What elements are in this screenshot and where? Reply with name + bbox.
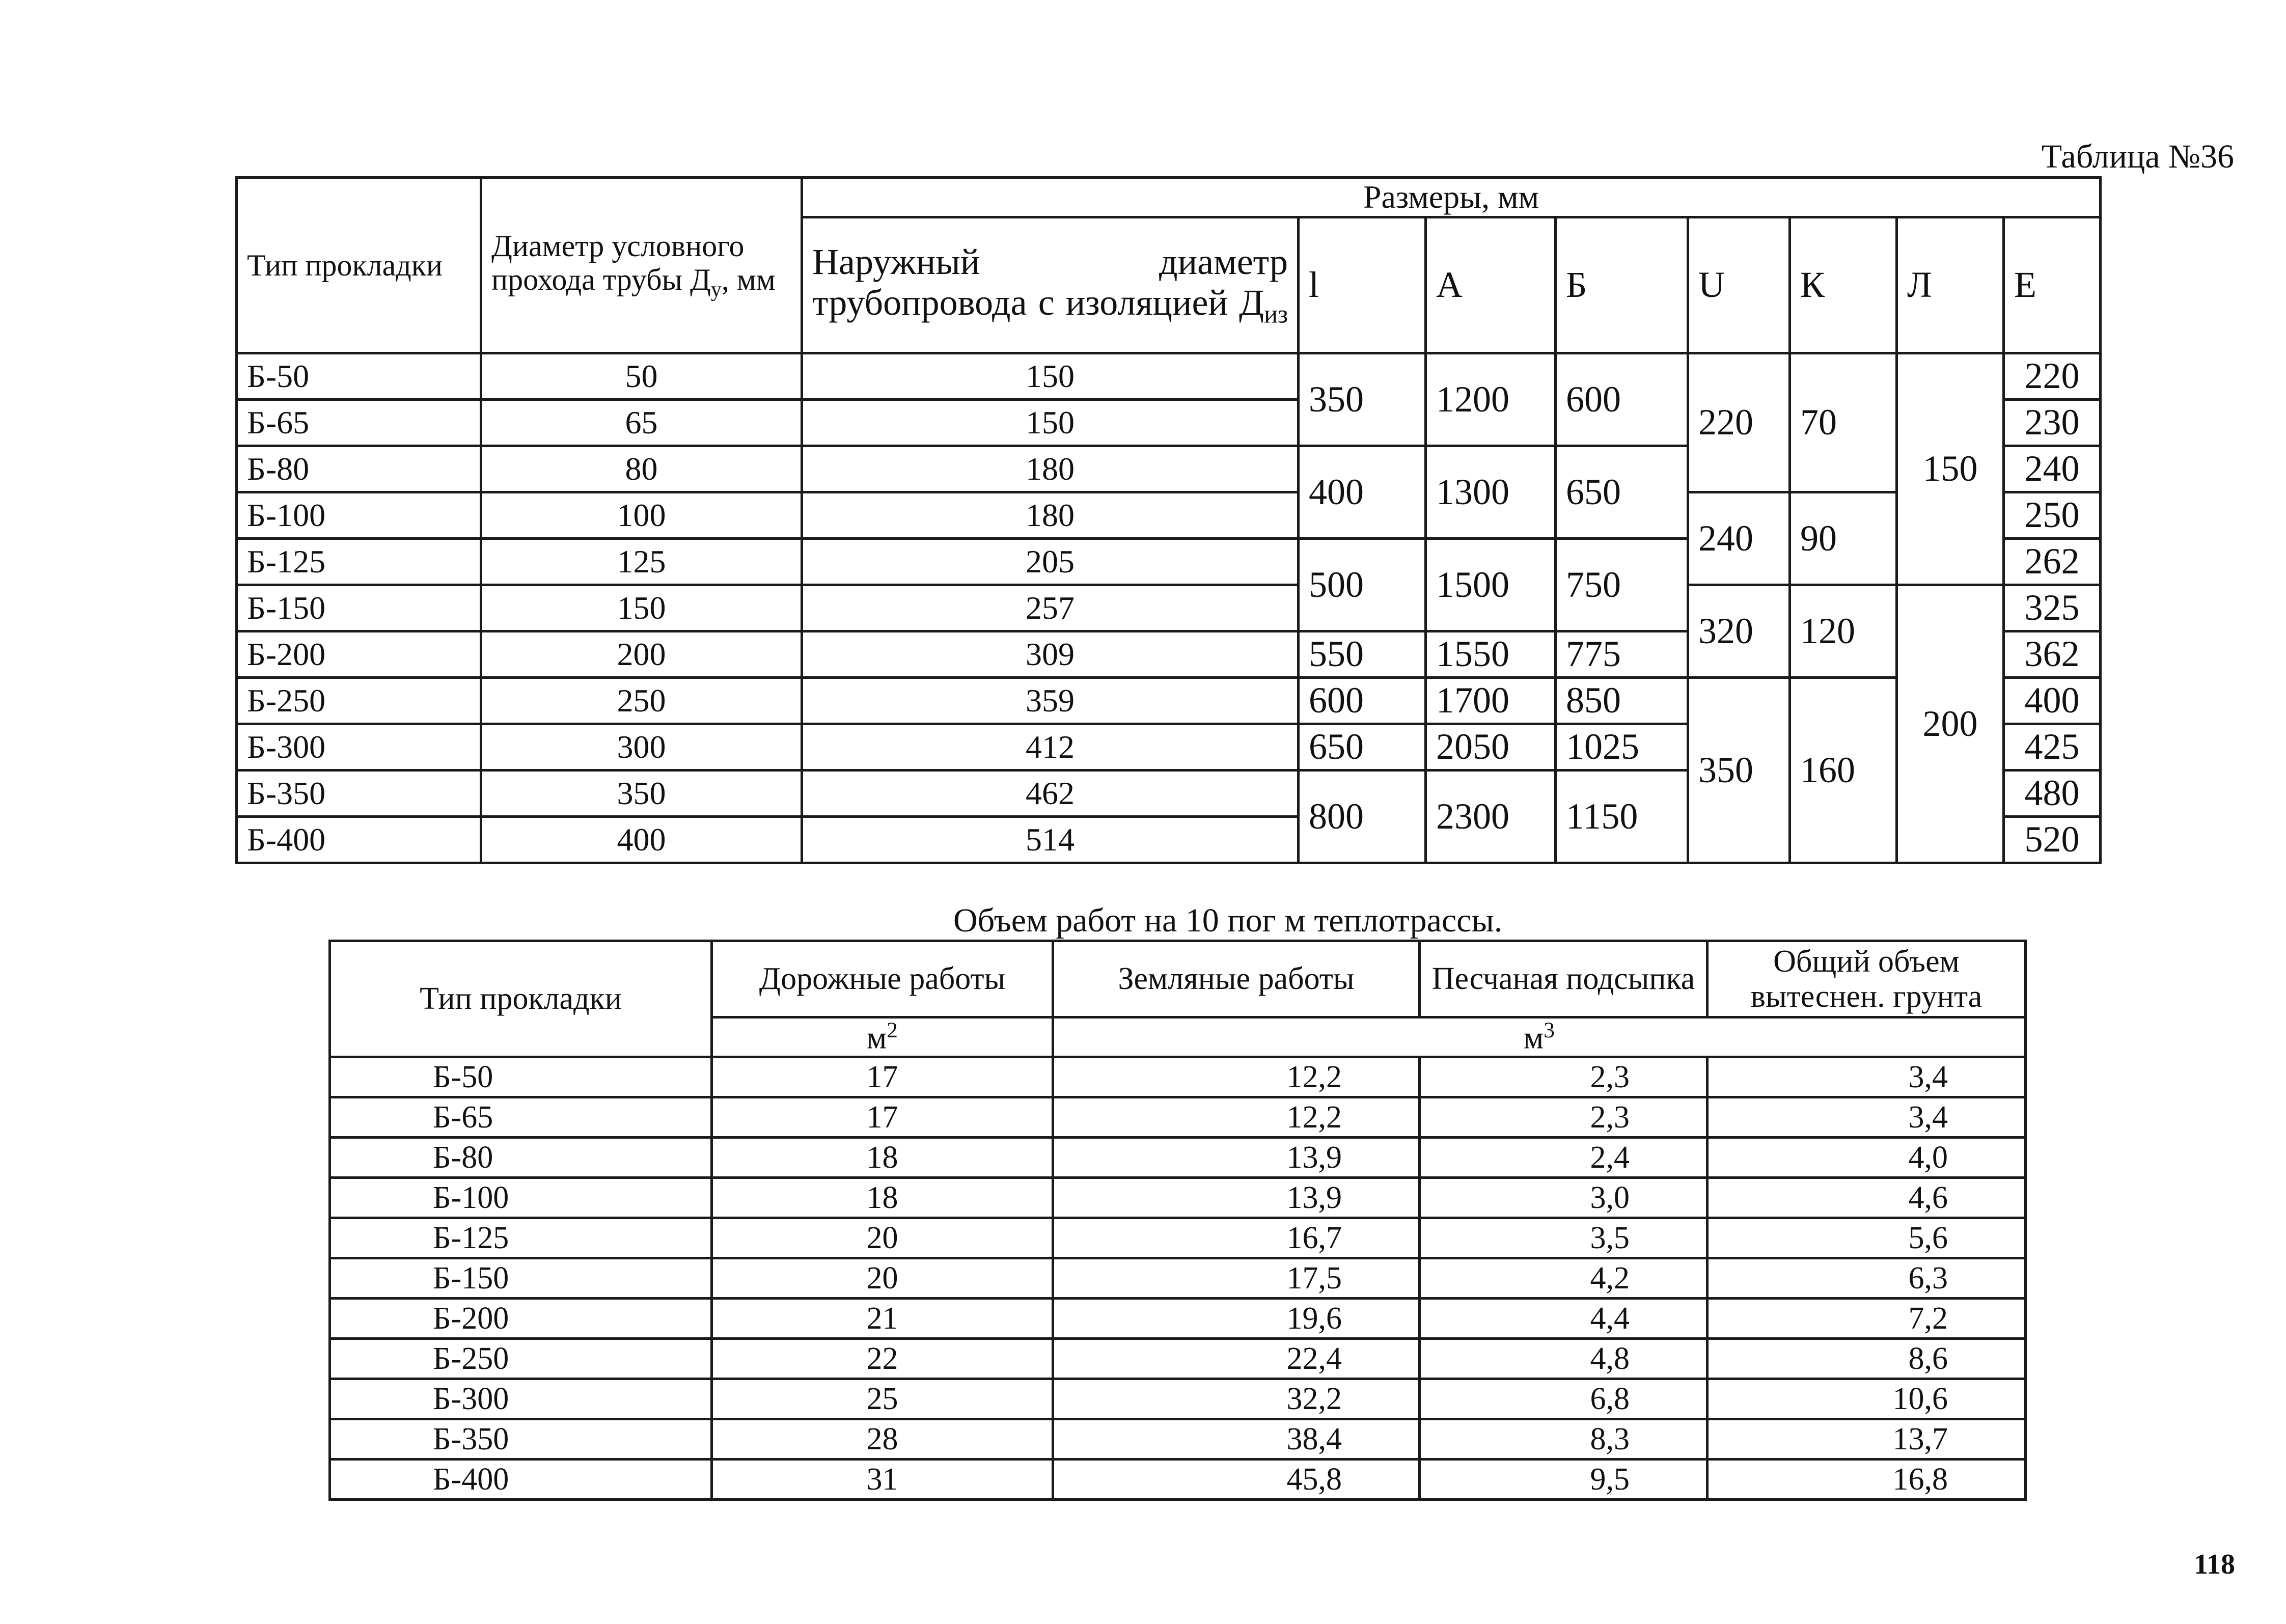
table36-caption: Таблица №36 <box>2041 138 2234 175</box>
header-e: Е <box>2004 217 2101 353</box>
cell-b: 1150 <box>1556 770 1688 863</box>
row-road: 17 <box>712 1097 1053 1138</box>
row-road: 22 <box>712 1339 1053 1379</box>
row-type: Б-200 <box>330 1299 712 1339</box>
row-total: 3,4 <box>1707 1057 2026 1097</box>
row-diz: 150 <box>802 353 1299 400</box>
row-earth: 13,9 <box>1053 1178 1420 1218</box>
cell-e: 230 <box>2004 400 2101 446</box>
row-earth: 12,2 <box>1053 1097 1420 1138</box>
row-type: Б-350 <box>330 1419 712 1460</box>
row-earth: 19,6 <box>1053 1299 1420 1339</box>
row-road: 18 <box>712 1178 1053 1218</box>
row-du: 80 <box>481 446 802 492</box>
cell-u: 220 <box>1688 353 1790 492</box>
header-diameter: Диаметр условного прохода трубы $Д_у$, мм <box>481 178 802 353</box>
table-row <box>330 1097 2026 1138</box>
page-number: 118 <box>2194 1549 2235 1580</box>
header-outer-diameter: Наружный диаметр трубопровода с изоляцией $Д_{из}$ <box>802 217 1299 353</box>
row-type: Б-65 <box>237 400 481 446</box>
cell-e: 520 <box>2004 817 2101 863</box>
row-type: Б-150 <box>237 585 481 631</box>
row-earth: 45,8 <box>1053 1460 1420 1500</box>
row-du: 150 <box>481 585 802 631</box>
cell-l: 600 <box>1299 678 1426 724</box>
work-volume-table <box>328 940 2027 1501</box>
row-diz: 514 <box>802 817 1299 863</box>
row-total: 7,2 <box>1707 1299 2026 1339</box>
row-du: 250 <box>481 678 802 724</box>
row-total: 8,6 <box>1707 1339 2026 1379</box>
table-row <box>330 1258 2026 1299</box>
cell-b: 650 <box>1556 446 1688 539</box>
row-road: 20 <box>712 1258 1053 1299</box>
cell-a: 2300 <box>1426 770 1556 863</box>
row-road: 25 <box>712 1379 1053 1419</box>
cell-l: 800 <box>1299 770 1426 863</box>
table-row <box>330 1339 2026 1379</box>
row-total: 5,6 <box>1707 1218 2026 1258</box>
table-row <box>330 1138 2026 1178</box>
header-u: U <box>1688 217 1790 353</box>
row-du: 400 <box>481 817 802 863</box>
cell-b: 750 <box>1556 539 1688 631</box>
header-type: Тип прокладки <box>237 178 481 353</box>
row-sand: 8,3 <box>1420 1419 1707 1460</box>
cell-el: 150 <box>1897 353 2004 585</box>
cell-l: 350 <box>1299 353 1426 446</box>
cell-b: 600 <box>1556 353 1688 446</box>
cell-a: 1300 <box>1426 446 1556 539</box>
row-sand: 4,4 <box>1420 1299 1707 1339</box>
row-diz: 412 <box>802 724 1299 770</box>
cell-e: 400 <box>2004 678 2101 724</box>
row-du: 125 <box>481 539 802 585</box>
row-total: 6,3 <box>1707 1258 2026 1299</box>
cell-e: 425 <box>2004 724 2101 770</box>
cell-l: 500 <box>1299 539 1426 631</box>
row-type: Б-250 <box>330 1339 712 1379</box>
row-diz: 180 <box>802 446 1299 492</box>
cell-e: 250 <box>2004 492 2101 539</box>
row-road: 18 <box>712 1138 1053 1178</box>
cell-k: 90 <box>1790 492 1897 585</box>
row-type: Б-125 <box>330 1218 712 1258</box>
row-road: 17 <box>712 1057 1053 1097</box>
row-type: Б-80 <box>330 1138 712 1178</box>
unit-m2: $м^2$ <box>712 1017 1053 1057</box>
cell-b: 1025 <box>1556 724 1688 770</box>
row-type: Б-100 <box>330 1178 712 1218</box>
row-type: Б-65 <box>330 1097 712 1138</box>
cell-b: 850 <box>1556 678 1688 724</box>
row-du: 200 <box>481 631 802 678</box>
row-total: 4,6 <box>1707 1178 2026 1218</box>
row-sand: 6,8 <box>1420 1379 1707 1419</box>
row-earth: 38,4 <box>1053 1419 1420 1460</box>
row-type: Б-100 <box>237 492 481 539</box>
row-diz: 180 <box>802 492 1299 539</box>
cell-e: 325 <box>2004 585 2101 631</box>
cell-u: 320 <box>1688 585 1790 678</box>
row-type: Б-125 <box>237 539 481 585</box>
table-row <box>330 1218 2026 1258</box>
header-el: Л <box>1897 217 2004 353</box>
row-du: 65 <box>481 400 802 446</box>
cell-e: 240 <box>2004 446 2101 492</box>
row-earth: 22,4 <box>1053 1339 1420 1379</box>
row-type: Б-50 <box>237 353 481 400</box>
row-type: Б-200 <box>237 631 481 678</box>
table-row <box>330 1460 2026 1500</box>
table-row <box>330 1057 2026 1097</box>
table-row <box>330 1178 2026 1218</box>
volume-caption: Объем работ на 10 пог м теплотрассы. <box>953 902 1503 939</box>
header-sizes: Размеры, мм <box>802 178 2101 217</box>
cell-a: 1200 <box>1426 353 1556 446</box>
header-type: Тип прокладки <box>330 941 712 1057</box>
row-du: 350 <box>481 770 802 817</box>
row-du: 100 <box>481 492 802 539</box>
cell-a: 1550 <box>1426 631 1556 678</box>
row-diz: 359 <box>802 678 1299 724</box>
row-total: 10,6 <box>1707 1379 2026 1419</box>
header-a: А <box>1426 217 1556 353</box>
cell-u: 240 <box>1688 492 1790 585</box>
cell-a: 2050 <box>1426 724 1556 770</box>
row-earth: 32,2 <box>1053 1379 1420 1419</box>
header-b: Б <box>1556 217 1688 353</box>
row-road: 31 <box>712 1460 1053 1500</box>
cell-l: 550 <box>1299 631 1426 678</box>
cell-el: 200 <box>1897 585 2004 863</box>
row-type: Б-300 <box>330 1379 712 1419</box>
row-earth: 16,7 <box>1053 1218 1420 1258</box>
cell-k: 120 <box>1790 585 1897 678</box>
row-type: Б-300 <box>237 724 481 770</box>
header-earth: Земляные работы <box>1053 941 1420 1017</box>
row-sand: 3,5 <box>1420 1218 1707 1258</box>
table-row <box>330 1379 2026 1419</box>
row-sand: 9,5 <box>1420 1460 1707 1500</box>
row-diz: 462 <box>802 770 1299 817</box>
unit-m3: $м^3$ <box>1053 1017 2026 1057</box>
row-earth: 13,9 <box>1053 1138 1420 1178</box>
cell-u: 350 <box>1688 678 1790 863</box>
row-total: 16,8 <box>1707 1460 2026 1500</box>
table-row <box>330 1299 2026 1339</box>
row-du: 50 <box>481 353 802 400</box>
row-total: 4,0 <box>1707 1138 2026 1178</box>
cell-e: 362 <box>2004 631 2101 678</box>
header-k: К <box>1790 217 1897 353</box>
row-road: 20 <box>712 1218 1053 1258</box>
row-diz: 150 <box>802 400 1299 446</box>
row-sand: 2,3 <box>1420 1097 1707 1138</box>
row-sand: 3,0 <box>1420 1178 1707 1218</box>
cell-l: 400 <box>1299 446 1426 539</box>
cell-e: 262 <box>2004 539 2101 585</box>
row-type: Б-400 <box>237 817 481 863</box>
cell-l: 650 <box>1299 724 1426 770</box>
row-diz: 257 <box>802 585 1299 631</box>
row-du: 300 <box>481 724 802 770</box>
cell-k: 70 <box>1790 353 1897 492</box>
header-total: Общий объем вытеснен. грунта <box>1707 941 2026 1017</box>
row-road: 21 <box>712 1299 1053 1339</box>
row-sand: 2,3 <box>1420 1057 1707 1097</box>
pipe-dimensions-table <box>235 176 2102 864</box>
header-road: Дорожные работы <box>712 941 1053 1017</box>
row-type: Б-350 <box>237 770 481 817</box>
row-sand: 4,8 <box>1420 1339 1707 1379</box>
header-sand: Песчаная подсыпка <box>1420 941 1707 1017</box>
row-type: Б-150 <box>330 1258 712 1299</box>
row-diz: 309 <box>802 631 1299 678</box>
row-type: Б-80 <box>237 446 481 492</box>
cell-e: 220 <box>2004 353 2101 400</box>
row-sand: 4,2 <box>1420 1258 1707 1299</box>
row-road: 28 <box>712 1419 1053 1460</box>
row-diz: 205 <box>802 539 1299 585</box>
cell-a: 1700 <box>1426 678 1556 724</box>
cell-k: 160 <box>1790 678 1897 863</box>
row-earth: 12,2 <box>1053 1057 1420 1097</box>
row-type: Б-50 <box>330 1057 712 1097</box>
row-type: Б-400 <box>330 1460 712 1500</box>
table-row <box>330 1419 2026 1460</box>
row-total: 3,4 <box>1707 1097 2026 1138</box>
cell-e: 480 <box>2004 770 2101 817</box>
cell-a: 1500 <box>1426 539 1556 631</box>
row-sand: 2,4 <box>1420 1138 1707 1178</box>
header-l: l <box>1299 217 1426 353</box>
cell-b: 775 <box>1556 631 1688 678</box>
row-total: 13,7 <box>1707 1419 2026 1460</box>
row-earth: 17,5 <box>1053 1258 1420 1299</box>
row-type: Б-250 <box>237 678 481 724</box>
